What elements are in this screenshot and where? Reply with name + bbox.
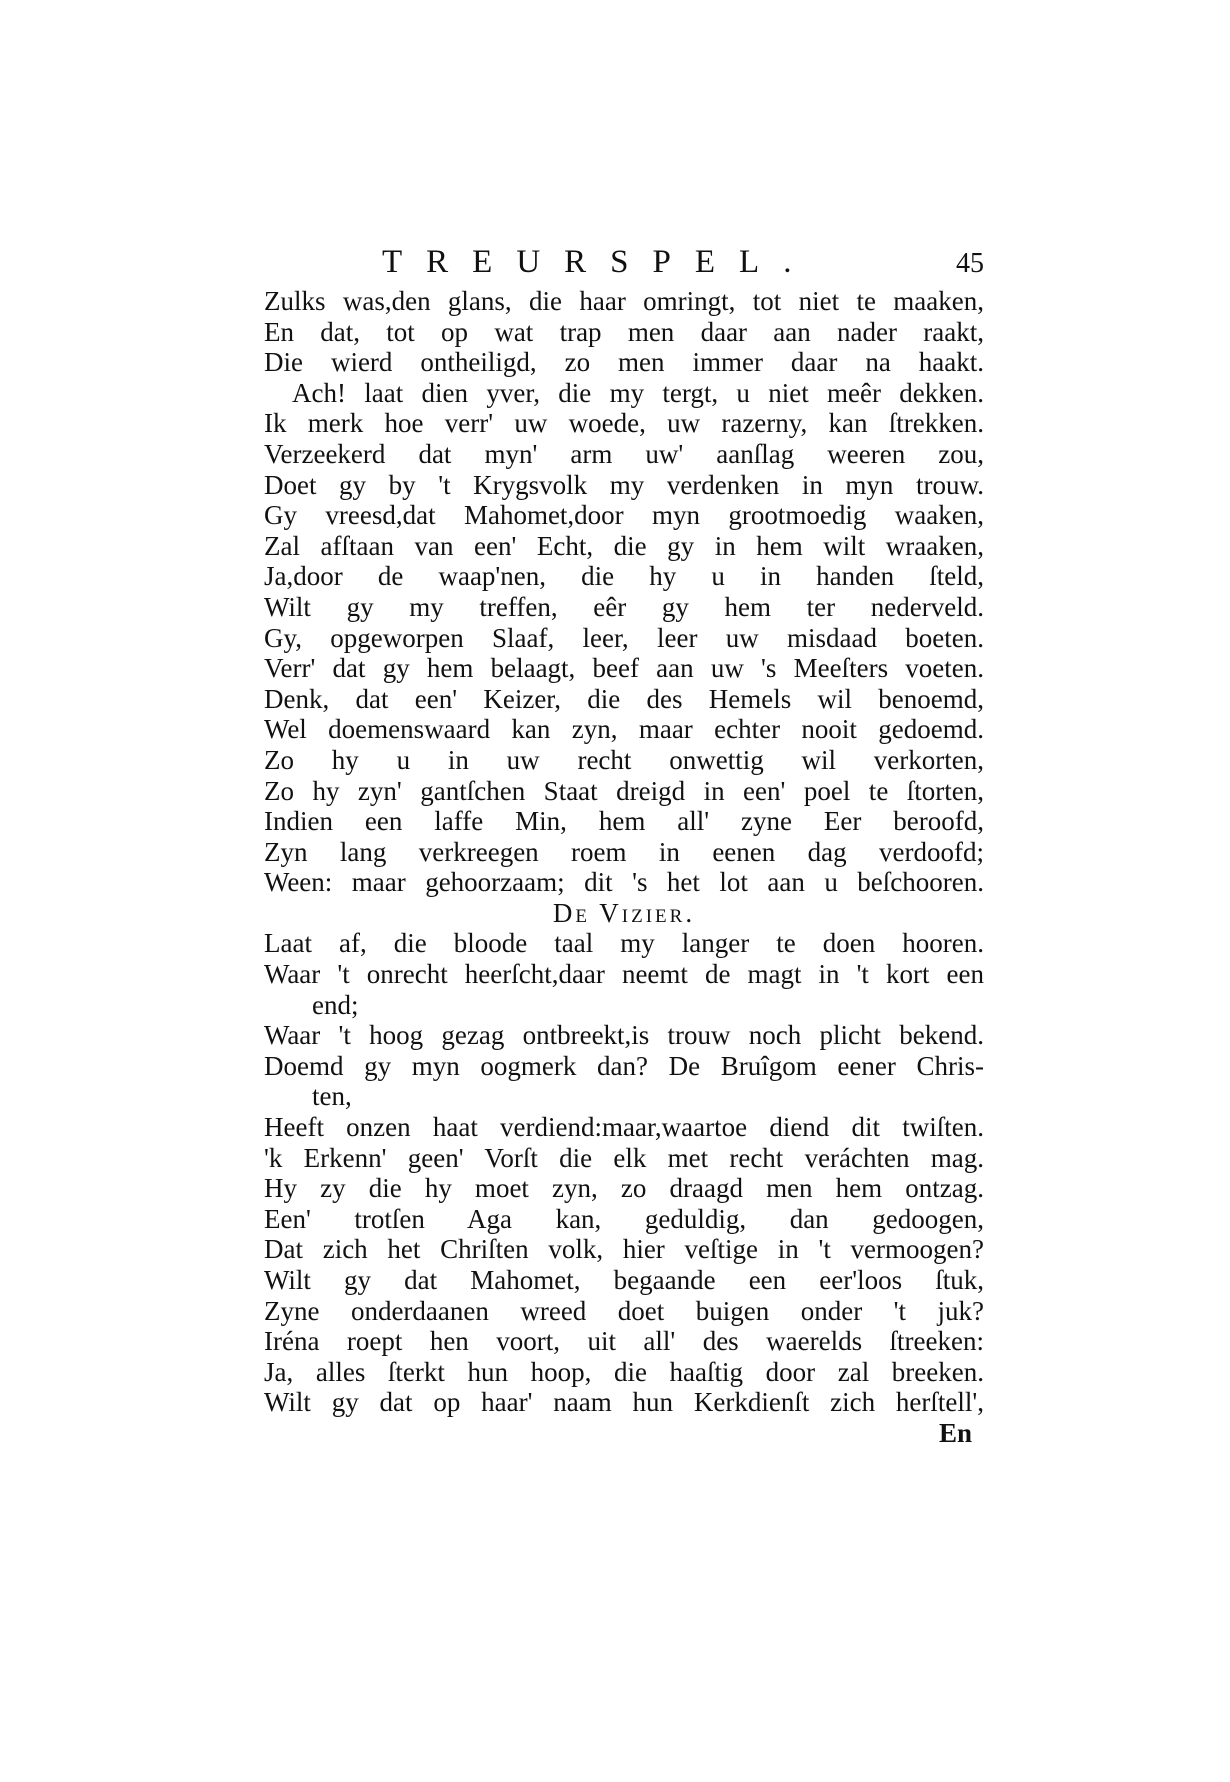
verse-line: Waar 't hoog gezag ontbreekt,is trouw noch plicht bekend.: [264, 1020, 984, 1051]
verse-line: En dat, tot op wat trap men daar aan nader raakt,: [264, 316, 984, 347]
verse-line: Die wierd ontheiligd, zo men immer daar na haakt.: [264, 347, 984, 378]
verse-line: Ja,door de waap'nen, die hy u in handen ſteld,: [264, 561, 984, 592]
verse-line: Doemd gy myn oogmerk dan? De Bruîgom eener Chris-: [264, 1050, 984, 1081]
verse-line: Verr' dat gy hem belaagt, beef aan uw 's Meeſters voeten.: [264, 653, 984, 684]
verse-line: Wel doemenswaard kan zyn, maar echter nooit gedoemd.: [264, 714, 984, 745]
verse-line: Gy, opgeworpen Slaaf, leer, leer uw misdaad boeten.: [264, 622, 984, 653]
verse-line: Denk, dat een' Keizer, die des Hemels wil benoemd,: [264, 683, 984, 714]
verse-line: Heeft onzen haat verdiend:maar,waartoe diend dit twiſten.: [264, 1112, 984, 1143]
verse-line-continuation: ten,: [312, 1081, 352, 1112]
running-title: TREURSPEL.: [382, 244, 816, 280]
verse-line: Waar 't onrecht heerſcht,daar neemt de magt in 't kort een: [264, 959, 984, 990]
verse-line: Ach! laat dien yver, die my tergt, u niet meêr dekken.: [292, 377, 984, 408]
verse-line: Verzeekerd dat myn' arm uw' aanſlag weeren zou,: [264, 438, 984, 469]
verse-line: 'k Erkenn' geen' Vorſt die elk met recht veráchten mag.: [264, 1142, 984, 1173]
verse-line: Dat zich het Chriſten volk, hier veſtige in 't vermoogen?: [264, 1234, 984, 1265]
verse-line: Zo hy u in uw recht onwettig wil verkorten,: [264, 744, 984, 775]
verse-line: Wilt gy my treffen, eêr gy hem ter nederveld.: [264, 591, 984, 622]
verse-line: Doet gy by 't Krygsvolk my verdenken in myn trouw.: [264, 469, 984, 500]
verse-line: Hy zy die hy moet zyn, zo draagd men hem ontzag.: [264, 1173, 984, 1204]
verse-line: Laat af, die bloode taal my langer te doen hooren.: [264, 928, 984, 959]
speaker-heading: De Vizier.: [552, 897, 696, 928]
verse-line: Zulks was,den glans, die haar omringt, tot niet te maaken,: [264, 286, 984, 316]
verse-line: Wilt gy dat op haar' naam hun Kerkdienſt zich herſtell',: [264, 1387, 984, 1418]
verse-line: Gy vreesd,dat Mahomet,door myn grootmoedig waaken,: [264, 500, 984, 531]
verse-line: Zal afſtaan van een' Echt, die gy in hem wilt wraaken,: [264, 530, 984, 561]
verse-line: Ja, alles ſterkt hun hoop, die haaſtig door zal breeken.: [264, 1356, 984, 1387]
verse-line-continuation: end;: [312, 989, 359, 1020]
page-header: [264, 240, 984, 284]
verse-line: Ik merk hoe verr' uw woede, uw razerny, kan ſtrekken.: [264, 408, 984, 439]
verse-line: Zyn lang verkreegen roem in eenen dag verdoofd;: [264, 836, 984, 867]
verse-line: Ween: maar gehoorzaam; dit 's het lot aan u beſchooren.: [264, 867, 984, 898]
verse-line: Een' trotſen Aga kan, geduldig, dan gedoogen,: [264, 1203, 984, 1234]
catchword: En: [938, 1417, 972, 1448]
verse-line: Indien een laffe Min, hem all' zyne Eer beroofd,: [264, 806, 984, 837]
verse-line: Wilt gy dat Mahomet, begaande een eer'loos ſtuk,: [264, 1265, 984, 1295]
verse-line: Zo hy zyn' gantſchen Staat dreigd in een' poel te ſtorten,: [264, 775, 984, 806]
verse-line: Iréna roept hen voort, uit all' des waerelds ſtreeken:: [264, 1326, 984, 1357]
verse-line: Zyne onderdaanen wreed doet buigen onder 't juk?: [264, 1295, 984, 1326]
verse-text: [264, 286, 984, 1449]
page-number: 45: [956, 248, 984, 279]
